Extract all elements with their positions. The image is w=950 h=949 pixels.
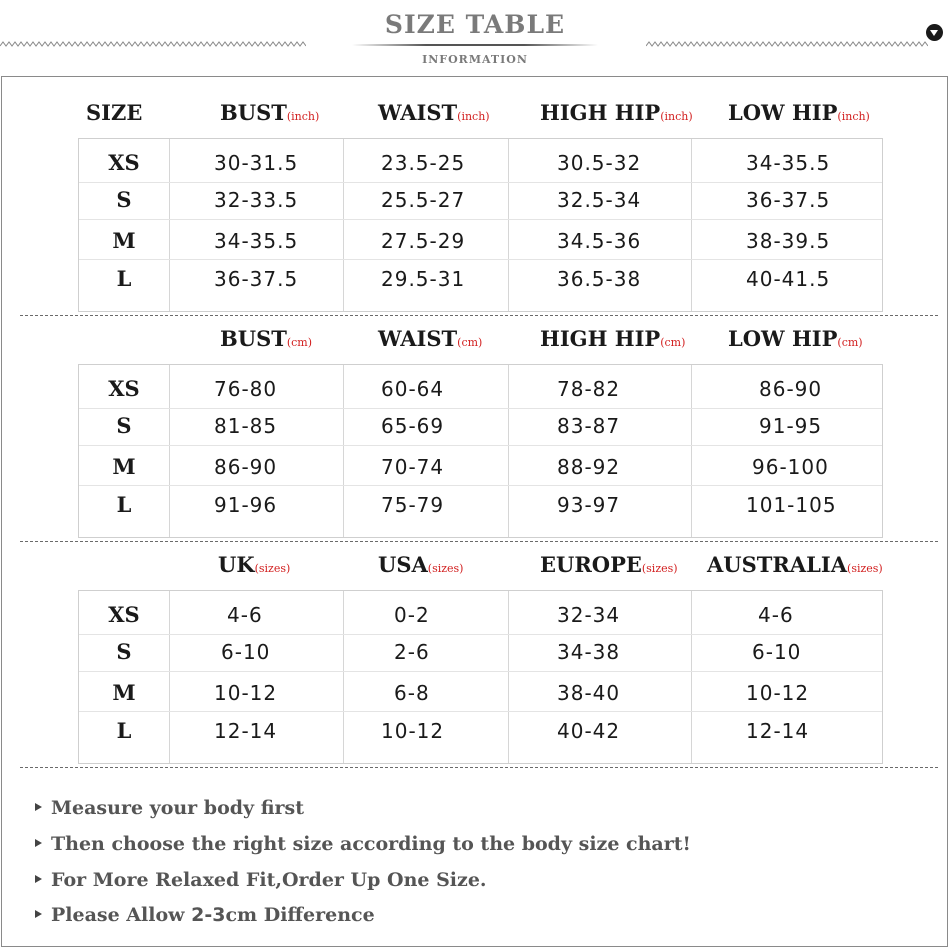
column-header-waist-cm: WAIST(cm): [378, 326, 483, 351]
table-cell: 10-12: [746, 681, 810, 705]
unit-label: (inch): [457, 110, 490, 123]
unit-label: (sizes): [427, 562, 464, 575]
unit-label: (inch): [837, 110, 870, 123]
column-header-usa: USA(sizes): [378, 552, 464, 577]
table-cell: 34-35.5: [746, 151, 831, 175]
column-header-high-hip-inch: HIGH HIP(inch): [540, 100, 693, 125]
size-label: XS: [108, 602, 140, 627]
table-cell: 12-14: [214, 719, 278, 743]
table-cell: 75-79: [381, 493, 445, 517]
table-cell: 83-87: [557, 414, 621, 438]
unit-label: (sizes): [641, 562, 678, 575]
table-cell: 70-74: [381, 455, 445, 479]
table-cell: 78-82: [557, 377, 621, 401]
table-cell: 101-105: [746, 493, 837, 517]
triangle-bullet-icon: [35, 839, 42, 847]
table-cell: 27.5-29: [381, 229, 466, 253]
unit-label: (sizes): [847, 562, 883, 575]
table-cell: 40-41.5: [746, 267, 831, 291]
table-cell: 30.5-32: [557, 151, 642, 175]
section-divider: [20, 767, 938, 768]
note-item: Please Allow 2-3cm Difference: [35, 903, 375, 927]
unit-label: (cm): [660, 336, 686, 349]
table-cell: 34.5-36: [557, 229, 642, 253]
size-label: M: [112, 454, 136, 479]
size-label: XS: [108, 376, 140, 401]
section-divider: [20, 315, 938, 316]
table-cell: 34-35.5: [214, 229, 299, 253]
size-label: S: [116, 639, 132, 664]
table-cell: 40-42: [557, 719, 621, 743]
table-cell: 91-96: [214, 493, 278, 517]
table-cell: 76-80: [214, 377, 278, 401]
table-cell: 86-90: [759, 377, 823, 401]
table-cell: 93-97: [557, 493, 621, 517]
table-cell: 10-12: [214, 681, 278, 705]
column-header-low-hip-cm: LOW HIP(cm): [728, 326, 863, 351]
column-header-waist-inch: WAIST(inch): [378, 100, 490, 125]
table-cell: 25.5-27: [381, 188, 466, 212]
table-cell: 38-39.5: [746, 229, 831, 253]
table-cell: 96-100: [752, 455, 829, 479]
title-underline: [352, 44, 598, 46]
size-label: XS: [108, 150, 140, 175]
size-label: L: [116, 266, 132, 291]
difference-range: 2-3: [191, 904, 226, 926]
table-cell: 38-40: [557, 681, 621, 705]
table-cell: 36-37.5: [214, 267, 299, 291]
size-label: L: [116, 492, 132, 517]
page-title: SIZE TABLE: [384, 10, 566, 39]
column-header-bust-cm: BUST(cm): [220, 326, 313, 351]
column-header-low-hip-inch: LOW HIP(inch): [728, 100, 870, 125]
triangle-bullet-icon: [35, 803, 42, 811]
unit-label: (sizes): [254, 562, 291, 575]
section-divider: [20, 541, 938, 542]
table-cell: 34-38: [557, 640, 621, 664]
column-header-high-hip-cm: HIGH HIP(cm): [540, 326, 686, 351]
table-cell: 29.5-31: [381, 267, 466, 291]
table-cell: 6-8: [394, 681, 430, 705]
table-cell: 60-64: [381, 377, 445, 401]
table-cell: 65-69: [381, 414, 445, 438]
table-cell: 91-95: [759, 414, 823, 438]
size-column-header: SIZE: [86, 100, 143, 125]
page-subtitle: INFORMATION: [422, 53, 528, 66]
triangle-bullet-icon: [35, 910, 42, 918]
table-cell: 88-92: [557, 455, 621, 479]
size-table-cm: [78, 364, 883, 538]
table-cell: 2-6: [394, 640, 430, 664]
table-cell: 86-90: [214, 455, 278, 479]
table-cell: 32.5-34: [557, 188, 642, 212]
unit-label: (cm): [286, 336, 313, 349]
unit-label: (cm): [457, 336, 483, 349]
size-label: L: [116, 718, 132, 743]
note-item: For More Relaxed Fit,Order Up One Size.: [35, 868, 487, 892]
size-label: M: [112, 228, 136, 253]
note-item: Measure your body first: [35, 796, 304, 820]
unit-label: (inch): [286, 110, 320, 123]
table-cell: 10-12: [381, 719, 445, 743]
size-label: M: [112, 680, 136, 705]
note-item: Then choose the right size according to the body size chart!: [35, 832, 691, 856]
size-label: S: [116, 413, 132, 438]
size-table-inch: [78, 138, 883, 312]
table-cell: 6-10: [221, 640, 271, 664]
zigzag-divider-right: [646, 41, 928, 47]
column-header-uk: UK(sizes): [218, 552, 291, 577]
unit-label: (cm): [837, 336, 863, 349]
table-cell: 36.5-38: [557, 267, 642, 291]
column-header-australia: AUSTRALIA(sizes): [707, 552, 883, 577]
table-cell: 4-6: [758, 603, 794, 627]
column-header-bust-inch: BUST(inch): [220, 100, 320, 125]
chevron-down-circle-icon[interactable]: [926, 24, 943, 41]
table-cell: 0-2: [394, 603, 430, 627]
table-cell: 81-85: [214, 414, 278, 438]
table-cell: 32-34: [557, 603, 621, 627]
table-cell: 30-31.5: [214, 151, 299, 175]
table-cell: 23.5-25: [381, 151, 466, 175]
table-cell: 6-10: [752, 640, 802, 664]
size-table-international: [78, 590, 883, 764]
table-cell: 36-37.5: [746, 188, 831, 212]
table-cell: 32-33.5: [214, 188, 299, 212]
page-header: [0, 0, 950, 76]
unit-label: (inch): [660, 110, 693, 123]
table-cell: 12-14: [746, 719, 810, 743]
triangle-bullet-icon: [35, 875, 42, 883]
zigzag-divider-left: [0, 41, 306, 47]
table-cell: 4-6: [227, 603, 263, 627]
size-label: S: [116, 187, 132, 212]
column-header-europe: EUROPE(sizes): [540, 552, 678, 577]
